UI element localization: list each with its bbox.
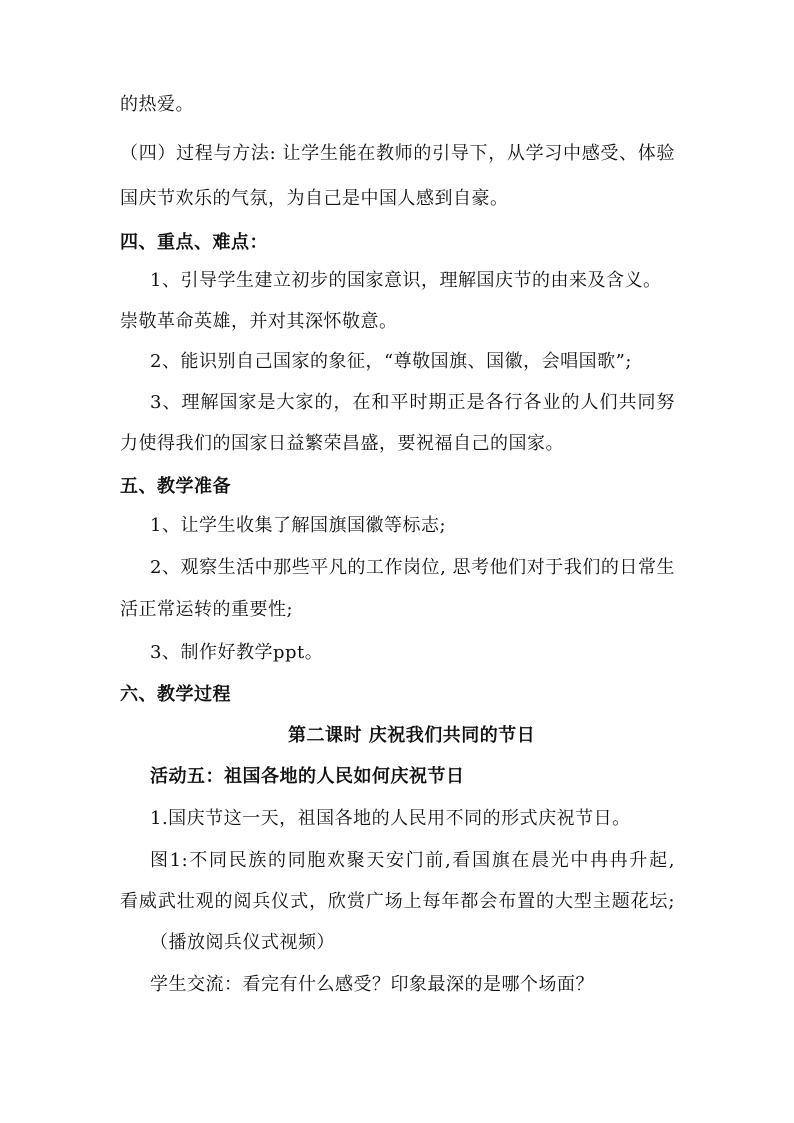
text-line: 1、让学生收集了解国旗国徽等标志; (150, 515, 447, 536)
text-line: 崇敬革命英雄，并对其深怀敬意。 (120, 311, 398, 332)
text-line: 活正常运转的重要性; (120, 599, 294, 620)
text-line: 学生交流：看完有什么感受？印象最深的是哪个场面？ (150, 974, 594, 995)
activity-heading: 活动五：祖国各地的人民如何庆祝节日 (150, 766, 465, 787)
text-line: 国庆节欢乐的气氛，为自己是中国人感到自豪。 (120, 188, 509, 209)
lesson-title: 第二课时 庆祝我们共同的节日 (288, 725, 536, 746)
text-line: 2、能识别自己国家的象征，“尊敬国旗、国徽，会唱国歌”; (150, 351, 632, 372)
section-heading: 六、教学过程 (120, 684, 231, 705)
section-heading: 四、重点、难点： (120, 232, 268, 253)
section-heading: 五、教学准备 (120, 476, 231, 497)
text-line: （四）过程与方法: 让学生能在教师的引导下，从学习中感受、体验 (120, 143, 675, 164)
text-line: （播放阅兵仪式视频） (150, 932, 335, 953)
text-line: 1、引导学生建立初步的国家意识，理解国庆节的由来及含义。 (150, 270, 662, 291)
text-line: 力使得我们的国家日益繁荣昌盛，要祝福自己的国家。 (120, 433, 564, 454)
text-line: 看威武壮观的阅兵仪式，欣赏广场上每年都会布置的大型主题花坛; (120, 891, 675, 912)
text-line: 的热爱。 (120, 94, 194, 115)
text-line: 1.国庆节这一天，祖国各地的人民用不同的形式庆祝节日。 (150, 808, 631, 829)
text-line: 3、制作好教学ppt。 (150, 642, 324, 663)
text-line: 图1:不同民族的同胞欢聚天安门前,看国旗在晨光中冉冉升起, (150, 850, 675, 871)
text-line: 2、观察生活中那些平凡的工作岗位, 思考他们对于我们的日常生 (150, 557, 675, 578)
text-line: 3、理解国家是大家的，在和平时期正是各行各业的人们共同努 (150, 392, 675, 413)
